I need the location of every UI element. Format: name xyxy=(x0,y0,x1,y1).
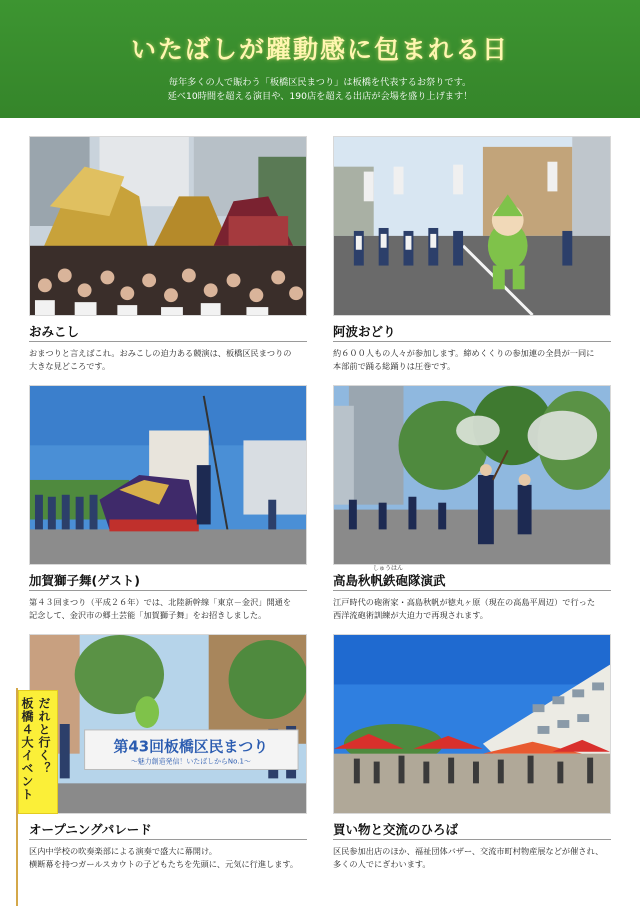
event-description xyxy=(29,596,307,622)
shopping-plaza-image xyxy=(334,635,610,813)
desc-line: 第４３回まつり（平成２６年）では、北陸新幹線「東京－金沢」開通を xyxy=(29,597,292,607)
page-lead xyxy=(0,76,640,104)
desc-line: 区民参加出店のほか、福祉団体バザー、交流市町村物産展などが催され、 xyxy=(333,846,604,856)
opening-parade-photo xyxy=(29,634,307,814)
teppoutai-image xyxy=(334,386,610,564)
kaga-shishimai-photo xyxy=(29,385,307,565)
event-title: 買い物と交流のひろば xyxy=(333,822,459,837)
event-description xyxy=(333,347,611,373)
desc-line: 江戸時代の砲術家・高島秋帆が徳丸ヶ原（現在の高島平周辺）で行った xyxy=(333,597,596,607)
event-description xyxy=(29,347,307,373)
side-flag xyxy=(18,690,58,814)
event-title: 加賀獅子舞(ゲスト) xyxy=(29,573,140,588)
title-rule xyxy=(333,341,611,342)
desc-line: 本部前で踊る総踊りは圧巻です。 xyxy=(333,361,456,371)
page-title: いたばしが躍動感に包まれる日 xyxy=(130,35,509,64)
desc-line: 西洋流砲術訓練が大迫力で再現されます。 xyxy=(333,610,488,620)
title-rule xyxy=(333,839,611,840)
lead-line: 延べ10時間を超える演目や、190店を超える出店が会場を盛り上げます！ xyxy=(167,91,473,102)
event-title: 阿波おどり xyxy=(333,324,396,339)
omikoshi-photo xyxy=(29,136,307,316)
event-description xyxy=(333,845,611,871)
desc-line: 横断幕を持つガールスカウトの子どもたちを先頭に、元気に行進します。 xyxy=(29,859,299,869)
event-description xyxy=(29,845,307,871)
lead-line: 毎年多くの人で賑わう「板橋区民まつり」は板橋を代表するお祭りです。 xyxy=(168,77,472,88)
event-description xyxy=(333,596,611,622)
teppoutai-photo xyxy=(333,385,611,565)
desc-line: おまつりと言えばこれ。おみこしの迫力ある競演は、板橋区民まつりの xyxy=(29,348,292,358)
awa-odori-photo xyxy=(333,136,611,316)
shopping-plaza-photo xyxy=(333,634,611,814)
side-flag-line: だれと行く？ xyxy=(37,697,51,775)
awa-odori-image xyxy=(334,137,610,315)
desc-line: 約６００人もの人々が参加します。締めくくりの参加連の全員が一同に xyxy=(333,348,595,358)
kaga-shishimai-image xyxy=(30,386,306,564)
desc-line: 大きな見どころです。 xyxy=(29,361,111,371)
event-title: オープニングパレード xyxy=(29,822,152,837)
banner-text: 第43回板橋区民まつり xyxy=(113,737,269,756)
opening-parade-image xyxy=(30,635,306,813)
desc-line: 区内中学校の吹奏楽部による演奏で盛大に幕開け。 xyxy=(29,846,217,856)
title-rule xyxy=(29,590,307,591)
title-ruby: しゅうはん xyxy=(373,565,404,572)
side-flag-line: 板橋４大イベント xyxy=(20,697,34,801)
event-title: おみこし xyxy=(29,324,80,339)
title-rule xyxy=(29,839,307,840)
banner-subtext: ～魅力創造発信！いたばしからNo.1～ xyxy=(130,757,251,766)
omikoshi-image xyxy=(30,137,306,315)
title-rule xyxy=(29,341,307,342)
desc-line: 多くの人でにぎわいます。 xyxy=(333,859,431,869)
title-rule xyxy=(333,590,611,591)
event-title: 高島秋帆鉄砲隊演武 xyxy=(333,573,446,588)
page-header xyxy=(0,0,640,118)
desc-line: 記念して、金沢市の郷土芸能「加賀獅子舞」をお招きしました。 xyxy=(29,610,267,620)
